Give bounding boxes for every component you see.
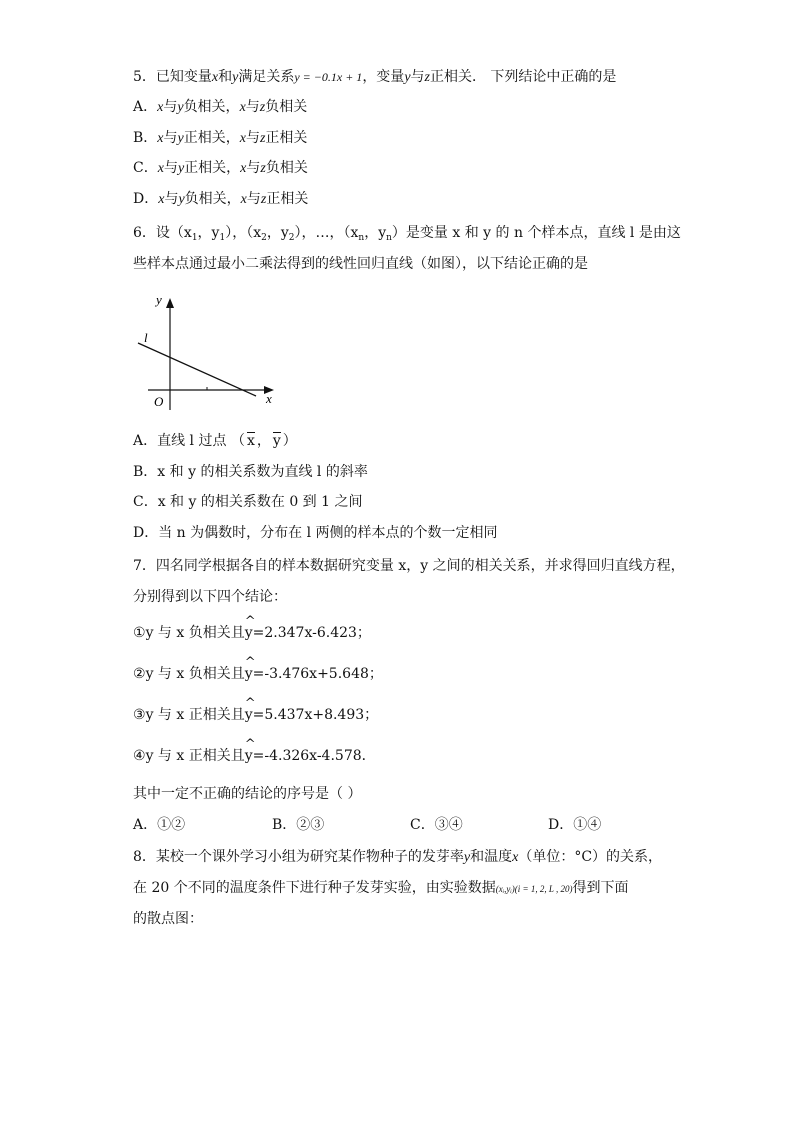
var-x: x — [512, 850, 519, 865]
var-y: y — [178, 192, 185, 207]
regression-line-figure — [130, 288, 290, 414]
subscript: 2 — [288, 233, 295, 243]
q8-text: 得到下面 — [572, 880, 629, 896]
q8-stem-line3: 的散点图： — [133, 911, 203, 927]
q6-text: 6．设（x — [133, 225, 192, 241]
q6-stem-line2: 些样本点通过最小二乘法得到的线性回归直线（如图），以下结论正确的是 — [133, 256, 588, 272]
y-hat: ^ y — [245, 746, 253, 766]
var-z: z — [260, 161, 266, 176]
conclusion-equation: =-4.326x-4.578． — [252, 748, 376, 764]
q7-conclusion-1 — [133, 623, 371, 643]
y-hat: ^ y — [245, 664, 253, 684]
conclusion-equation: =-3.476x+5.648； — [252, 666, 383, 682]
conclusion-text: y 与 x 负相关且 — [145, 666, 245, 682]
option-text: 正相关， — [184, 160, 241, 176]
option-text: 与 — [163, 160, 178, 176]
y-mean: y — [272, 433, 281, 449]
option-text: 与 — [245, 99, 260, 115]
q5-text: 正相关． 下列结论中正确的是 — [429, 69, 617, 85]
q7-conclusion-3 — [133, 705, 378, 725]
option-letter: C． — [133, 160, 158, 176]
q6-option-a — [133, 431, 297, 451]
option-text: 与 — [246, 160, 261, 176]
q8-text: 和温度 — [470, 849, 513, 865]
option-text: 正相关 — [265, 130, 308, 146]
q5-var-z: z — [424, 70, 430, 85]
q6-text: ）是变量 x 和 y 的 n 个样本点，直线 l 是由这 — [391, 225, 681, 241]
option-text: 与 — [246, 191, 261, 207]
q6-text: ，y — [266, 225, 289, 241]
regression-line — [138, 343, 256, 396]
q5-var-y: y — [232, 70, 239, 85]
subscript: 2 — [261, 233, 267, 243]
option-text: 正相关， — [183, 130, 240, 146]
subscript: 1 — [191, 233, 198, 243]
var-x: x — [158, 192, 165, 207]
data-expression: (xᵢ,yᵢ)(i = 1, 2, L , 20) — [495, 884, 573, 894]
option-text: 负相关， — [184, 191, 241, 207]
q6-option-b: B．x 和 y 的相关系数为直线 l 的斜率 — [133, 464, 368, 480]
var-y: y — [177, 100, 184, 115]
q7-option-d: D．①④ — [548, 817, 602, 833]
q8-stem-line1 — [133, 847, 662, 868]
subscript: n — [358, 233, 365, 243]
var-x: x — [240, 161, 247, 176]
option-text: 与 — [163, 130, 178, 146]
var-y: y — [177, 161, 185, 176]
option-letter: A． — [133, 99, 158, 115]
subscript: n — [386, 233, 392, 243]
y-hat: ^ y — [245, 705, 253, 725]
q5-text: 满足关系 — [238, 69, 295, 85]
q5-text: ，变量 — [362, 69, 405, 85]
option-letter: D． — [133, 191, 159, 207]
option-text: ） — [282, 433, 297, 449]
q5-option-d — [133, 189, 308, 210]
var-y: y — [177, 131, 184, 146]
q5-var-y: y — [404, 70, 411, 85]
line-label: l — [144, 330, 148, 345]
q7-option-b: B．②③ — [272, 817, 325, 833]
q8-stem-line2 — [133, 878, 628, 899]
option-text: 与 — [164, 191, 179, 207]
q7-conclusion-2 — [133, 664, 383, 684]
q5-text: 5．已知变量 — [133, 69, 212, 85]
circled-number: ④ — [133, 748, 146, 764]
option-text: 与 — [245, 130, 260, 146]
q6-stem-line1 — [133, 223, 681, 248]
var-y: y — [463, 850, 471, 865]
q5-option-a — [133, 97, 307, 118]
y-axis-arrow-icon — [166, 298, 174, 308]
conclusion-equation: =2.347x-6.423； — [252, 625, 371, 641]
q8-text: 在 20 个不同的温度条件下进行种子发芽实验，由实验数据 — [133, 880, 496, 896]
var-x: x — [239, 131, 246, 146]
conclusion-text: y 与 x 正相关且 — [145, 748, 245, 764]
circled-number: ② — [133, 666, 146, 682]
x-mean: x — [246, 433, 255, 449]
var-z: z — [259, 131, 266, 146]
subscript: 1 — [219, 233, 226, 243]
q6-text: ，y — [197, 225, 220, 241]
var-x: x — [157, 131, 164, 146]
q7-stem-line1: 7．四名同学根据各自的样本数据研究变量 x，y 之间的相关关系，并求得回归直线方程， — [133, 558, 685, 574]
option-text: 负相关， — [183, 99, 240, 115]
q5-text: 和 — [218, 69, 233, 85]
q7-question: 其中一定不正确的结论的序号是（ ） — [133, 786, 362, 802]
q8-text: （单位：°C）的关系， — [518, 849, 663, 865]
option-text: 与 — [163, 99, 178, 115]
q5-equation: y = −0.1x + 1 — [294, 70, 363, 84]
q6-text: ），…，（x — [294, 225, 359, 241]
q7-option-a: A．①② — [133, 817, 186, 833]
q8-text: 8．某校一个课外学习小组为研究某作物种子的发芽率 — [133, 849, 464, 865]
x-axis-label: x — [266, 391, 272, 406]
conclusion-text: y 与 x 正相关且 — [145, 707, 245, 723]
option-letter: B． — [133, 130, 158, 146]
conclusion-text: y 与 x 负相关且 — [145, 625, 245, 641]
var-z: z — [260, 192, 267, 207]
q6-text: ），（x — [225, 225, 262, 241]
y-axis-label: y — [156, 292, 162, 307]
q6-option-c: C．x 和 y 的相关系数在 0 到 1 之间 — [133, 494, 363, 510]
q7-conclusion-4 — [133, 746, 376, 766]
circled-number: ① — [133, 625, 146, 641]
option-text: 负相关 — [265, 160, 308, 176]
q5-var-x: x — [211, 70, 219, 85]
var-x: x — [239, 100, 246, 115]
option-text: 负相关 — [265, 99, 308, 115]
var-x: x — [240, 192, 247, 207]
q5-option-c — [133, 158, 308, 179]
option-text: ， — [256, 433, 271, 449]
q7-option-c: C．③④ — [410, 817, 463, 833]
q6-option-d: D．当 n 为偶数时，分布在 l 两侧的样本点的个数一定相同 — [133, 525, 498, 541]
var-x: x — [157, 100, 164, 115]
q5-option-b — [133, 128, 307, 149]
y-hat: ^ y — [245, 623, 253, 643]
conclusion-equation: =5.437x+8.493； — [252, 707, 379, 723]
q7-stem-line2: 分别得到以下四个结论： — [133, 589, 287, 605]
var-z: z — [259, 100, 266, 115]
origin-label: O — [154, 394, 164, 409]
q5-stem — [133, 67, 616, 88]
q6-text: ，y — [364, 225, 387, 241]
q5-text: 与 — [410, 69, 425, 85]
option-text: A．直线 l 过点 （ — [133, 433, 245, 449]
option-text: 正相关 — [266, 191, 309, 207]
circled-number: ③ — [133, 707, 146, 723]
var-x: x — [157, 161, 164, 176]
